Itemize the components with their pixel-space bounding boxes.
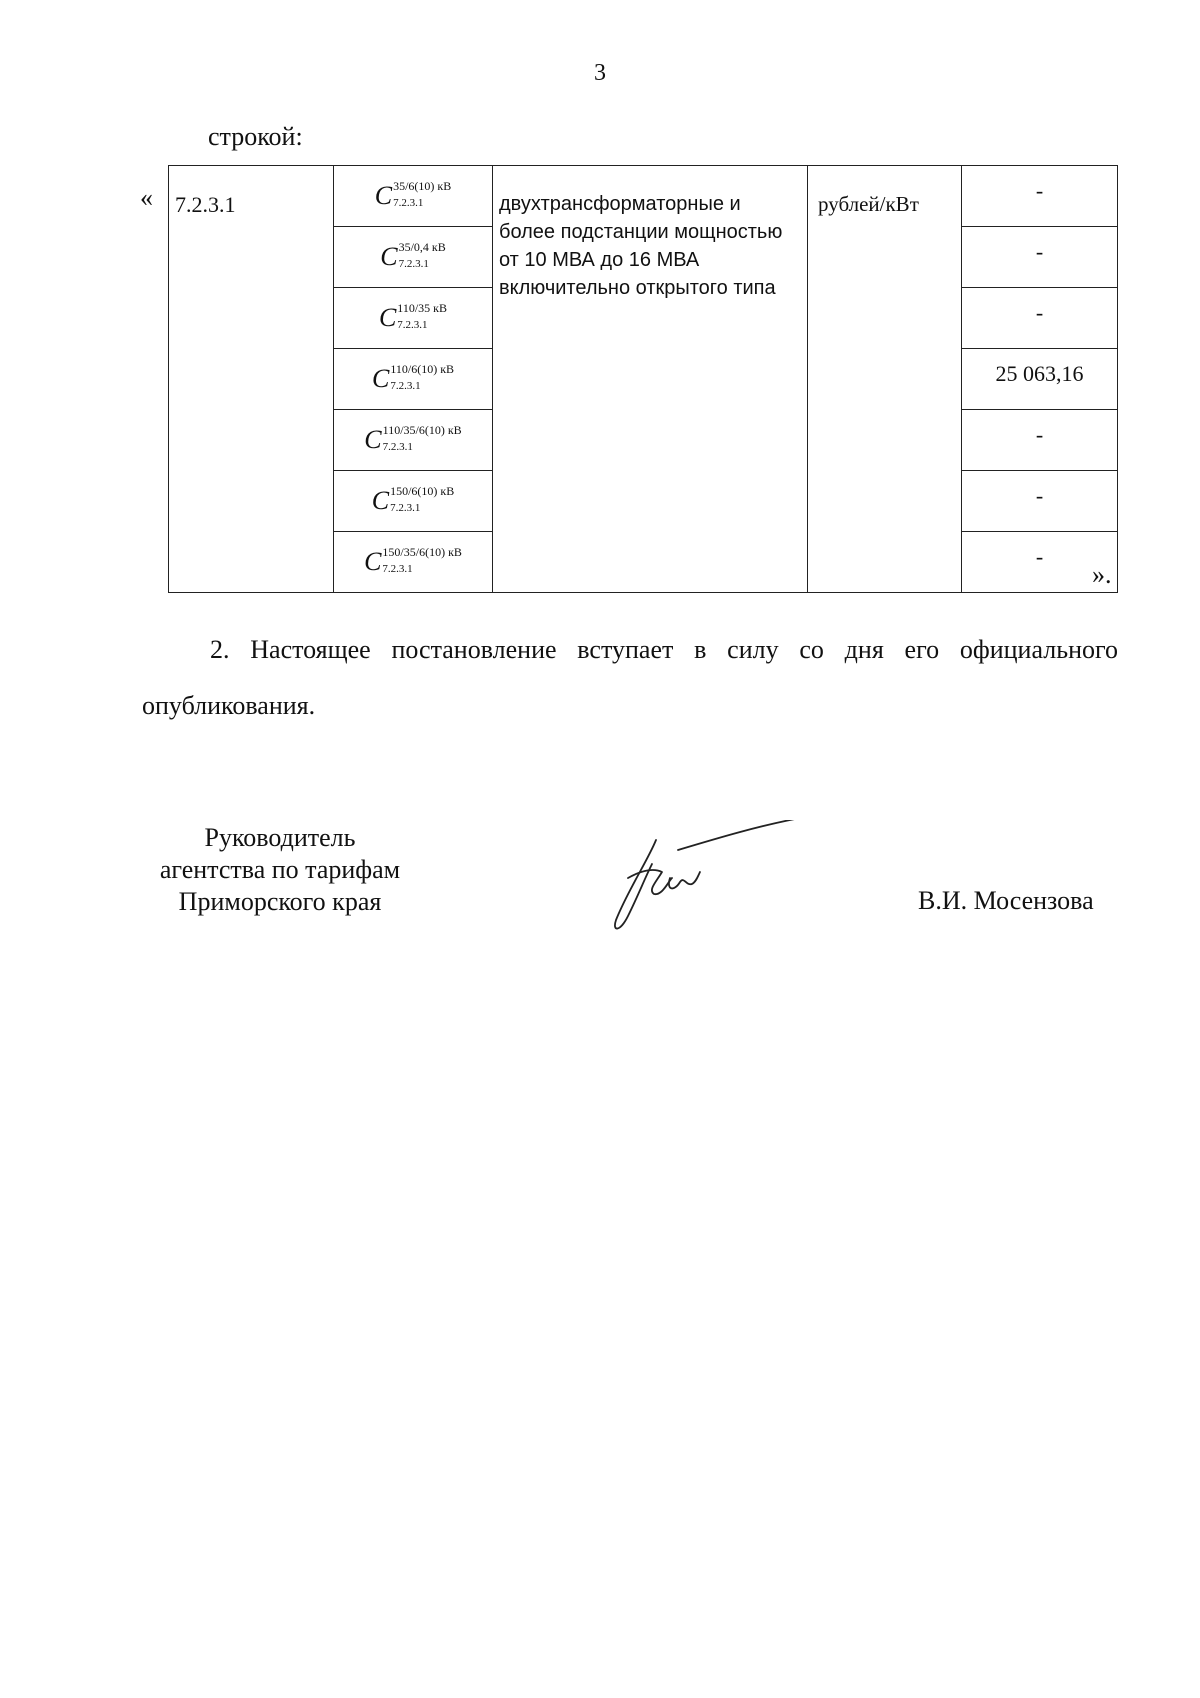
paragraph-2: 2. Настоящее постановление вступает в силу со дня его официального опубликования. xyxy=(142,635,1118,720)
signatory-title xyxy=(130,822,430,918)
tariff-symbol xyxy=(364,545,462,576)
symbol-subscript: 7.2.3.1 xyxy=(382,441,413,453)
symbol-subscript: 7.2.3.1 xyxy=(390,380,421,392)
symbol-base: C xyxy=(364,546,382,576)
value-cell: - xyxy=(962,471,1118,532)
value-cell: 25 063,16 xyxy=(962,349,1118,410)
symbol-cell xyxy=(334,288,493,349)
opening-quote: « xyxy=(140,183,153,212)
symbol-cell xyxy=(334,349,493,410)
value-cell: - xyxy=(962,288,1118,349)
symbol-cell xyxy=(334,166,493,227)
symbol-subscript: 7.2.3.1 xyxy=(398,258,429,270)
symbol-base: C xyxy=(364,424,382,454)
symbol-superscript: 110/35 кВ xyxy=(397,301,448,315)
symbol-superscript: 150/6(10) кВ xyxy=(390,484,455,498)
tariff-table xyxy=(168,165,1118,593)
symbol-base: C xyxy=(380,241,398,271)
signer-name: В.И. Мосензова xyxy=(918,886,1094,915)
value-cell: - xyxy=(962,166,1118,227)
handwritten-signature xyxy=(608,820,808,940)
signatory-title-line: Приморского края xyxy=(178,887,382,916)
symbol-cell xyxy=(334,471,493,532)
tariff-symbol xyxy=(371,484,455,515)
tariff-symbol xyxy=(364,423,462,454)
code-cell: 7.2.3.1 xyxy=(169,166,334,593)
symbol-base: C xyxy=(371,485,390,515)
symbol-superscript: 35/0,4 кВ xyxy=(398,240,446,254)
symbol-base: C xyxy=(371,363,390,393)
tariff-symbol xyxy=(371,362,455,393)
symbol-base: C xyxy=(378,302,397,332)
symbol-subscript: 7.2.3.1 xyxy=(382,563,413,575)
symbol-subscript: 7.2.3.1 xyxy=(390,502,421,514)
page-number: 3 xyxy=(594,60,606,86)
value-cell: - xyxy=(962,410,1118,471)
symbol-cell xyxy=(334,532,493,593)
symbol-cell xyxy=(334,410,493,471)
unit-cell: рублей/кВт xyxy=(808,166,962,593)
lead-in-text: строкой: xyxy=(208,122,303,151)
signatory-title-line: агентства по тарифам xyxy=(159,855,401,884)
symbol-subscript: 7.2.3.1 xyxy=(393,197,424,209)
closing-quote: ». xyxy=(1092,560,1112,589)
table-row xyxy=(169,166,1118,227)
value-cell: - xyxy=(962,227,1118,288)
tariff-symbol xyxy=(378,301,448,332)
symbol-subscript: 7.2.3.1 xyxy=(397,319,428,331)
value-cell: - xyxy=(962,532,1118,593)
symbol-superscript: 35/6(10) кВ xyxy=(393,179,452,193)
symbol-cell xyxy=(334,227,493,288)
symbol-superscript: 110/35/6(10) кВ xyxy=(382,423,462,437)
symbol-superscript: 110/6(10) кВ xyxy=(390,362,455,376)
signatory-title-line: Руководитель xyxy=(204,823,356,852)
description-cell: двухтрансформаторные и более подстанции мощностью от 10 МВА до 16 МВА включительно открытого типа xyxy=(493,166,808,593)
tariff-symbol xyxy=(380,240,446,271)
symbol-base: C xyxy=(374,180,393,210)
tariff-symbol xyxy=(374,179,452,210)
symbol-superscript: 150/35/6(10) кВ xyxy=(382,545,462,559)
